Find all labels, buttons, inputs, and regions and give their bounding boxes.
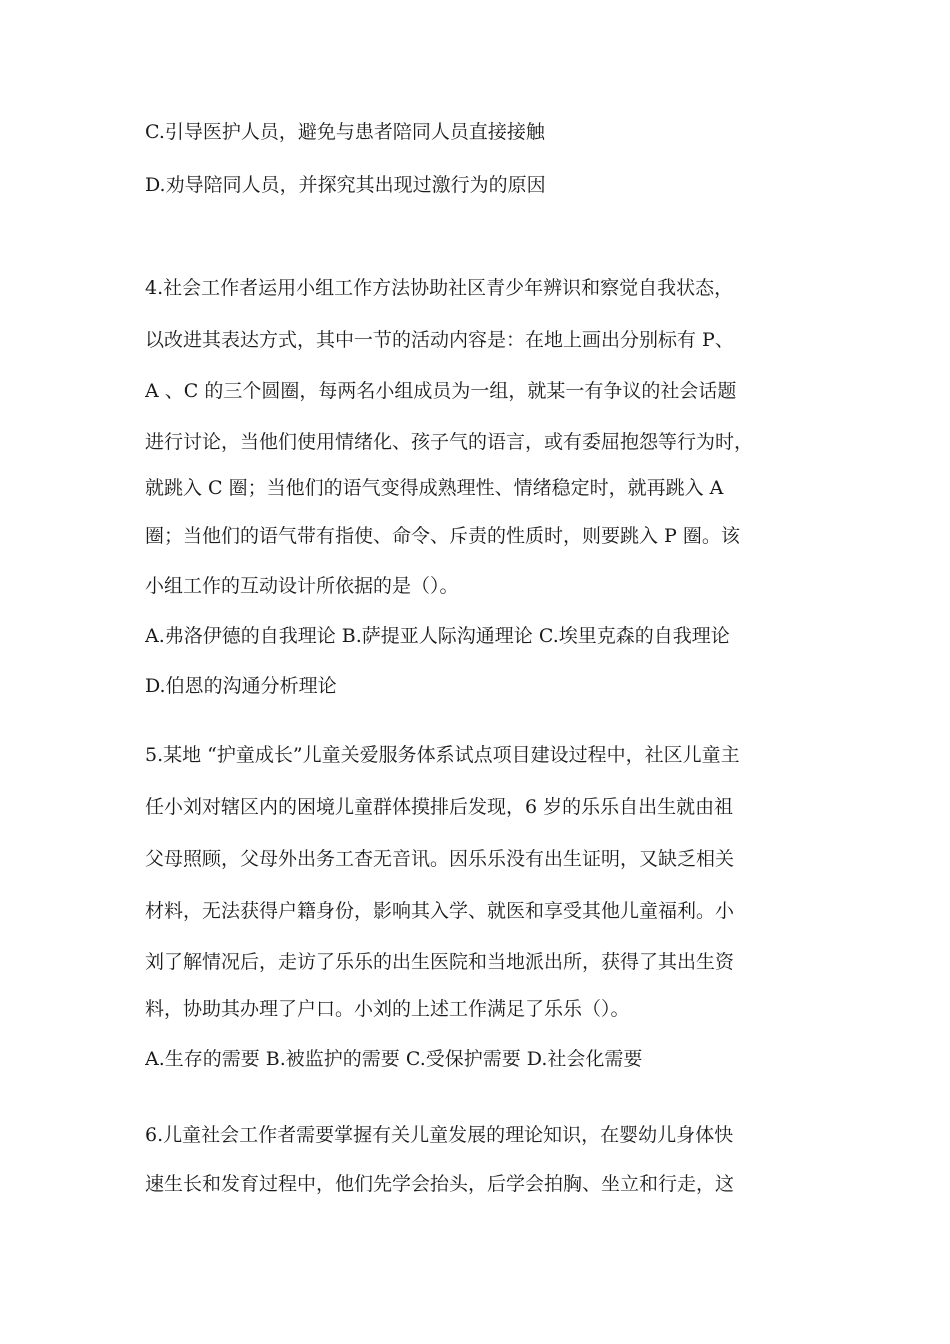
q4-stem-line: 圈；当他们的语气带有指使、命令、斥责的性质时，则要跳入 P 圈。该 (145, 525, 740, 547)
q3-option-c: C.引导医护人员，避免与患者陪同人员直接接触 (145, 121, 545, 143)
q5-options: A.生存的需要 B.被监护的需要 C.受保护需要 D.社会化需要 (145, 1048, 643, 1070)
q3-option-d: D.劝导陪同人员，并探究其出现过激行为的原因 (145, 174, 546, 196)
q4-stem-line: 就跳入 C 圈；当他们的语气变得成熟理性、情绪稳定时，就再跳入 A (145, 477, 724, 499)
q4-stem-line: A 、C 的三个圆圈，每两名小组成员为一组，就某一有争议的社会话题 (145, 380, 737, 402)
q4-stem-line: 进行讨论，当他们使用情绪化、孩子气的语言，或有委屈抱怨等行为时， (145, 431, 754, 453)
q6-stem-line: 速生长和发育过程中，他们先学会抬头，后学会拍胸、坐立和行走，这 (145, 1173, 735, 1195)
q4-options: A.弗洛伊德的自我理论 B.萨提亚人际沟通理论 C.埃里克森的自我理论 (145, 625, 730, 647)
q5-stem-line: 任小刘对辖区内的困境儿童群体摸排后发现，6 岁的乐乐自出生就由祖 (145, 796, 734, 818)
q4-options: D.伯恩的沟通分析理论 (145, 675, 337, 697)
q4-stem-line: 以改进其表达方式，其中一节的活动内容是：在地上画出分别标有 P、 (145, 329, 734, 351)
q5-stem-line: 料，协助其办理了户口。小刘的上述工作满足了乐乐（）。 (145, 998, 630, 1020)
q5-stem-line: 父母照顾，父母外出务工杳无音讯。因乐乐没有出生证明，又缺乏相关 (145, 848, 735, 870)
q4-stem-line: 4.社会工作者运用小组工作方法协助社区青少年辨识和察觉自我状态， (145, 277, 734, 299)
q5-stem-line: 5.某地 “护童成长”儿童关爱服务体系试点项目建设过程中，社区儿童主 (145, 744, 740, 766)
q6-stem-line: 6.儿童社会工作者需要掌握有关儿童发展的理论知识，在婴幼儿身体快 (145, 1124, 734, 1146)
q5-stem-line: 材料，无法获得户籍身份，影响其入学、就医和享受其他儿童福利。小 (145, 900, 735, 922)
q4-stem-line: 小组工作的互动设计所依据的是（）。 (145, 575, 459, 597)
q5-stem-line: 刘了解情况后，走访了乐乐的出生医院和当地派出所，获得了其出生资 (145, 951, 735, 973)
